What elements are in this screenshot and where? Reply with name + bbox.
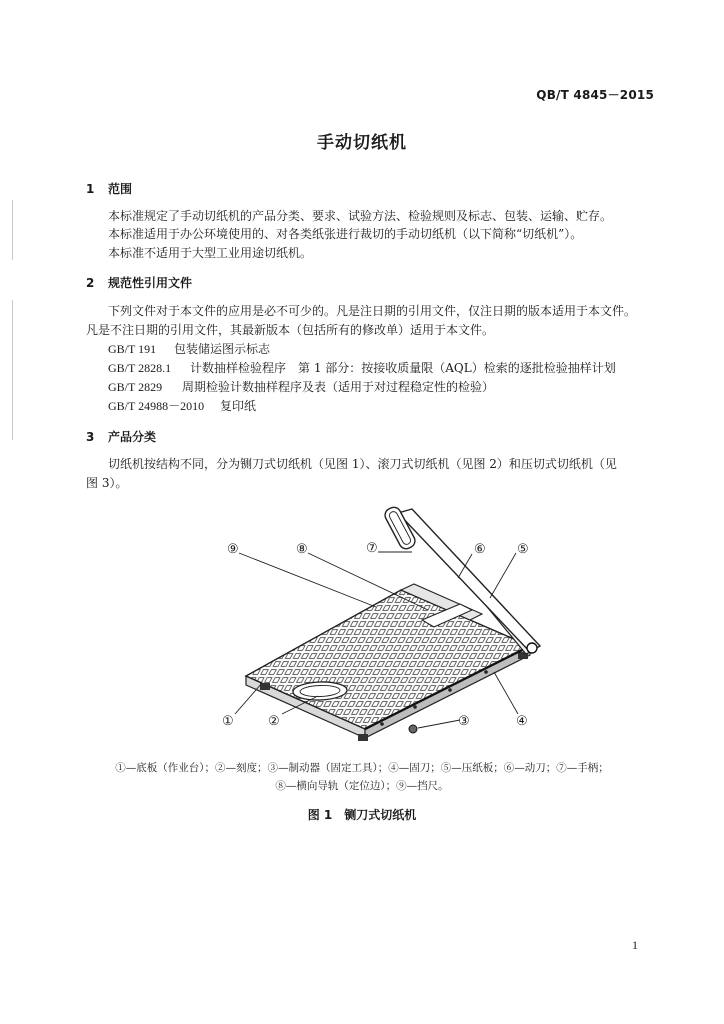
figure-caption: 图 1 铡刀式切纸机 (307, 808, 417, 822)
section-number: 3 (86, 430, 95, 444)
reference-item (108, 378, 494, 396)
callout-marker: ④ (516, 714, 528, 729)
standard-code: QB/T 4845－2015 (536, 88, 654, 102)
section-1-heading (86, 180, 132, 197)
section-number: 1 (86, 182, 95, 196)
section-3-heading (86, 428, 156, 445)
section-1-paragraph: 本标准适用于办公环境使用的、对各类纸张进行裁切的手动切纸机（以下简称“切纸机”）。 (108, 227, 583, 241)
reference-item (108, 397, 256, 415)
section-title: 范围 (108, 182, 133, 196)
callout-marker: ② (268, 714, 280, 729)
reference-title: 复印纸 (220, 399, 257, 413)
reference-code: GB/T 191 (108, 342, 157, 356)
brake-knob (409, 725, 417, 733)
section-3-paragraph: 切纸机按结构不同，分为铡刀式切纸机（见图 1）、滚刀式切纸机（见图 2）和压切式切纸机（见 (108, 457, 617, 471)
guillotine-cutter-figure (200, 500, 560, 750)
callout-marker: ⑤ (517, 542, 529, 557)
section-title: 产品分类 (108, 430, 157, 444)
reference-title: 周期检验计数抽样程序及表（适用于对过程稳定性的检验） (182, 380, 495, 394)
section-3-paragraph: 图 3）。 (86, 476, 128, 490)
document-title: 手动切纸机 (317, 133, 407, 153)
callout-marker: ③ (458, 714, 470, 729)
scan-margin-mark (12, 200, 13, 260)
section-1-paragraph: 本标准不适用于大型工业用途切纸机。 (108, 246, 313, 260)
page-number: 1 (632, 938, 638, 952)
section-number: 2 (86, 276, 95, 290)
figure-legend: ①—底板（作业台）；②—刻度；③—制动器（固定工具）；④—固刀；⑤—压纸板；⑥—动刀；⑦—手柄； (115, 762, 609, 774)
scan-margin-mark (12, 300, 13, 440)
reference-item (108, 359, 616, 377)
section-1-paragraph: 本标准规定了手动切纸机的产品分类、要求、试验方法、检验规则及标志、包装、运输、贮存。 (108, 209, 613, 223)
section-2-intro: 凡是不注日期的引用文件，其最新版本（包括所有的修改单）适用于本文件。 (86, 323, 495, 337)
callout-marker: ⑨ (227, 542, 239, 557)
section-title: 规范性引用文件 (108, 276, 193, 290)
callout-marker: ① (222, 714, 234, 729)
reference-code: GB/T 2829 (108, 380, 163, 394)
reference-code: GB/T 2828.1 (108, 361, 172, 375)
callout-marker: ⑧ (296, 542, 308, 557)
section-2-heading (86, 274, 192, 291)
section-2-intro: 下列文件对于本文件的应用是必不可少的。凡是注日期的引用文件，仅注日期的版本适用于本文件。 (108, 304, 637, 318)
callout-marker: ⑥ (474, 542, 486, 557)
figure-legend: ⑧—横向导轨（定位边）；⑨—挡尺。 (275, 780, 449, 792)
reference-title: 包装储运图示标志 (174, 342, 271, 356)
pivot-icon (527, 643, 537, 653)
reference-title: 计数抽样检验程序 第 1 部分：按接收质量限（AQL）检索的逐批检验抽样计划 (190, 361, 616, 375)
reference-item (108, 340, 270, 358)
reference-code: GB/T 24988－2010 (108, 399, 205, 413)
callout-marker: ⑦ (366, 541, 378, 556)
